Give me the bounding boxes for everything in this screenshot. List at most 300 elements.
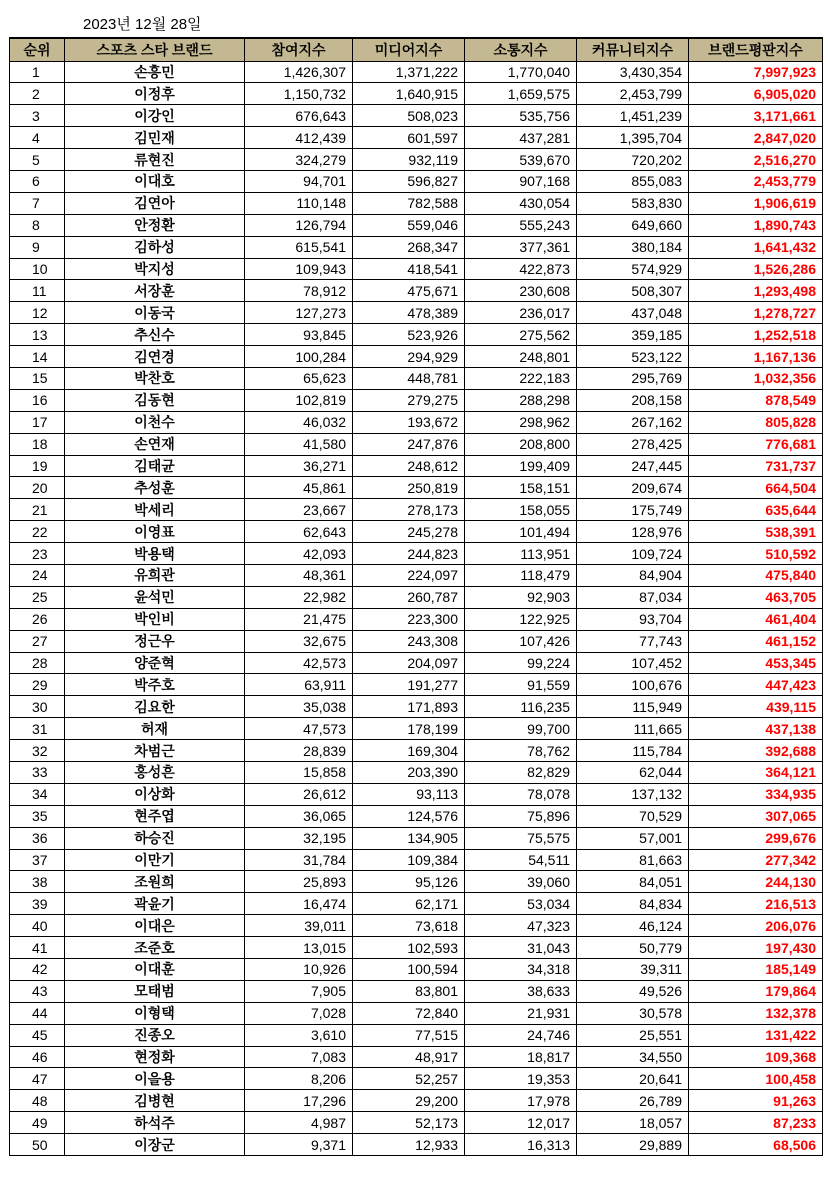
participation-cell: 28,839 [245, 740, 353, 762]
table-row [10, 652, 823, 674]
communication-cell: 19,353 [465, 1068, 577, 1090]
score-cell: 776,681 [689, 433, 823, 455]
media-cell: 250,819 [353, 477, 465, 499]
score-cell: 437,138 [689, 718, 823, 740]
header-participation: 참여지수 [245, 38, 353, 61]
community-cell: 70,529 [577, 805, 689, 827]
score-cell: 463,705 [689, 586, 823, 608]
header-communication: 소통지수 [465, 38, 577, 61]
name-cell: 진종오 [65, 1024, 245, 1046]
media-cell: 48,917 [353, 1046, 465, 1068]
score-cell: 731,737 [689, 455, 823, 477]
table-row [10, 564, 823, 586]
header-row [10, 38, 823, 61]
participation-cell: 1,150,732 [245, 83, 353, 105]
table-row [10, 740, 823, 762]
participation-cell: 7,905 [245, 980, 353, 1002]
score-cell: 277,342 [689, 849, 823, 871]
communication-cell: 907,168 [465, 170, 577, 192]
score-cell: 439,115 [689, 696, 823, 718]
name-cell: 박용택 [65, 543, 245, 565]
table-row [10, 696, 823, 718]
community-cell: 1,451,239 [577, 105, 689, 127]
participation-cell: 22,982 [245, 586, 353, 608]
name-cell: 추신수 [65, 324, 245, 346]
table-row [10, 477, 823, 499]
communication-cell: 34,318 [465, 959, 577, 981]
communication-cell: 1,659,575 [465, 83, 577, 105]
score-cell: 392,688 [689, 740, 823, 762]
score-cell: 2,516,270 [689, 149, 823, 171]
community-cell: 128,976 [577, 521, 689, 543]
participation-cell: 8,206 [245, 1068, 353, 1090]
communication-cell: 16,313 [465, 1134, 577, 1156]
media-cell: 260,787 [353, 586, 465, 608]
name-cell: 이형택 [65, 1002, 245, 1024]
score-cell: 1,641,432 [689, 236, 823, 258]
community-cell: 30,578 [577, 1002, 689, 1024]
media-cell: 100,594 [353, 959, 465, 981]
score-cell: 132,378 [689, 1002, 823, 1024]
media-cell: 1,371,222 [353, 61, 465, 83]
participation-cell: 16,474 [245, 893, 353, 915]
score-cell: 206,076 [689, 915, 823, 937]
community-cell: 583,830 [577, 192, 689, 214]
table-row [10, 367, 823, 389]
communication-cell: 92,903 [465, 586, 577, 608]
media-cell: 932,119 [353, 149, 465, 171]
table-row [10, 718, 823, 740]
name-cell: 손흥민 [65, 61, 245, 83]
media-cell: 508,023 [353, 105, 465, 127]
table-row [10, 236, 823, 258]
table-row [10, 1046, 823, 1068]
participation-cell: 1,426,307 [245, 61, 353, 83]
media-cell: 124,576 [353, 805, 465, 827]
rank-cell: 28 [10, 652, 65, 674]
name-cell: 조원희 [65, 871, 245, 893]
community-cell: 437,048 [577, 302, 689, 324]
communication-cell: 116,235 [465, 696, 577, 718]
rank-cell: 49 [10, 1112, 65, 1134]
media-cell: 73,618 [353, 915, 465, 937]
score-cell: 2,453,779 [689, 170, 823, 192]
score-cell: 1,526,286 [689, 258, 823, 280]
score-cell: 878,549 [689, 389, 823, 411]
communication-cell: 21,931 [465, 1002, 577, 1024]
table-row [10, 915, 823, 937]
communication-cell: 78,762 [465, 740, 577, 762]
participation-cell: 615,541 [245, 236, 353, 258]
communication-cell: 39,060 [465, 871, 577, 893]
rank-cell: 18 [10, 433, 65, 455]
participation-cell: 412,439 [245, 127, 353, 149]
participation-cell: 15,858 [245, 762, 353, 784]
community-cell: 25,551 [577, 1024, 689, 1046]
table-body [10, 61, 823, 1156]
table-row [10, 762, 823, 784]
score-cell: 299,676 [689, 827, 823, 849]
communication-cell: 437,281 [465, 127, 577, 149]
table-row [10, 521, 823, 543]
table-row [10, 1090, 823, 1112]
community-cell: 107,452 [577, 652, 689, 674]
media-cell: 171,893 [353, 696, 465, 718]
score-cell: 216,513 [689, 893, 823, 915]
media-cell: 191,277 [353, 674, 465, 696]
name-cell: 현정화 [65, 1046, 245, 1068]
participation-cell: 48,361 [245, 564, 353, 586]
rank-cell: 20 [10, 477, 65, 499]
rank-cell: 43 [10, 980, 65, 1002]
score-cell: 7,997,923 [689, 61, 823, 83]
rank-cell: 8 [10, 214, 65, 236]
participation-cell: 23,667 [245, 499, 353, 521]
rank-cell: 3 [10, 105, 65, 127]
community-cell: 84,051 [577, 871, 689, 893]
community-cell: 2,453,799 [577, 83, 689, 105]
communication-cell: 17,978 [465, 1090, 577, 1112]
rank-cell: 40 [10, 915, 65, 937]
media-cell: 268,347 [353, 236, 465, 258]
communication-cell: 377,361 [465, 236, 577, 258]
rank-cell: 37 [10, 849, 65, 871]
score-cell: 6,905,020 [689, 83, 823, 105]
rank-cell: 7 [10, 192, 65, 214]
name-cell: 윤석민 [65, 586, 245, 608]
communication-cell: 53,034 [465, 893, 577, 915]
participation-cell: 9,371 [245, 1134, 353, 1156]
communication-cell: 78,078 [465, 783, 577, 805]
rank-cell: 21 [10, 499, 65, 521]
name-cell: 차범근 [65, 740, 245, 762]
media-cell: 1,640,915 [353, 83, 465, 105]
community-cell: 100,676 [577, 674, 689, 696]
rank-cell: 36 [10, 827, 65, 849]
table-row [10, 105, 823, 127]
media-cell: 204,097 [353, 652, 465, 674]
communication-cell: 12,017 [465, 1112, 577, 1134]
media-cell: 418,541 [353, 258, 465, 280]
community-cell: 111,665 [577, 718, 689, 740]
participation-cell: 93,845 [245, 324, 353, 346]
media-cell: 52,257 [353, 1068, 465, 1090]
communication-cell: 54,511 [465, 849, 577, 871]
name-cell: 현주엽 [65, 805, 245, 827]
table-row [10, 61, 823, 83]
communication-cell: 122,925 [465, 608, 577, 630]
rank-cell: 42 [10, 959, 65, 981]
communication-cell: 113,951 [465, 543, 577, 565]
name-cell: 김병현 [65, 1090, 245, 1112]
rank-cell: 41 [10, 937, 65, 959]
participation-cell: 63,911 [245, 674, 353, 696]
score-cell: 334,935 [689, 783, 823, 805]
score-cell: 185,149 [689, 959, 823, 981]
table-row [10, 149, 823, 171]
name-cell: 류현진 [65, 149, 245, 171]
name-cell: 모태범 [65, 980, 245, 1002]
rank-cell: 31 [10, 718, 65, 740]
participation-cell: 13,015 [245, 937, 353, 959]
community-cell: 39,311 [577, 959, 689, 981]
name-cell: 김하성 [65, 236, 245, 258]
rank-cell: 39 [10, 893, 65, 915]
community-cell: 20,641 [577, 1068, 689, 1090]
score-cell: 2,847,020 [689, 127, 823, 149]
rank-cell: 5 [10, 149, 65, 171]
rank-cell: 2 [10, 83, 65, 105]
name-cell: 박주호 [65, 674, 245, 696]
rank-cell: 25 [10, 586, 65, 608]
media-cell: 596,827 [353, 170, 465, 192]
score-cell: 68,506 [689, 1134, 823, 1156]
rank-cell: 14 [10, 346, 65, 368]
communication-cell: 75,896 [465, 805, 577, 827]
table-row [10, 192, 823, 214]
score-cell: 307,065 [689, 805, 823, 827]
communication-cell: 230,608 [465, 280, 577, 302]
score-cell: 109,368 [689, 1046, 823, 1068]
name-cell: 추성훈 [65, 477, 245, 499]
rank-cell: 19 [10, 455, 65, 477]
media-cell: 279,275 [353, 389, 465, 411]
community-cell: 50,779 [577, 937, 689, 959]
table-row [10, 83, 823, 105]
score-cell: 538,391 [689, 521, 823, 543]
name-cell: 김민재 [65, 127, 245, 149]
name-cell: 곽윤기 [65, 893, 245, 915]
community-cell: 84,904 [577, 564, 689, 586]
score-cell: 131,422 [689, 1024, 823, 1046]
community-cell: 278,425 [577, 433, 689, 455]
score-cell: 1,278,727 [689, 302, 823, 324]
communication-cell: 1,770,040 [465, 61, 577, 83]
name-cell: 서장훈 [65, 280, 245, 302]
rank-cell: 35 [10, 805, 65, 827]
participation-cell: 21,475 [245, 608, 353, 630]
participation-cell: 110,148 [245, 192, 353, 214]
community-cell: 649,660 [577, 214, 689, 236]
community-cell: 209,674 [577, 477, 689, 499]
name-cell: 김연아 [65, 192, 245, 214]
header-community: 커뮤니티지수 [577, 38, 689, 61]
media-cell: 245,278 [353, 521, 465, 543]
name-cell: 김연경 [65, 346, 245, 368]
media-cell: 523,926 [353, 324, 465, 346]
media-cell: 244,823 [353, 543, 465, 565]
header-rank: 순위 [10, 38, 65, 61]
media-cell: 243,308 [353, 630, 465, 652]
media-cell: 178,199 [353, 718, 465, 740]
score-cell: 1,890,743 [689, 214, 823, 236]
table-row [10, 586, 823, 608]
communication-cell: 47,323 [465, 915, 577, 937]
participation-cell: 32,675 [245, 630, 353, 652]
communication-cell: 101,494 [465, 521, 577, 543]
rank-cell: 26 [10, 608, 65, 630]
name-cell: 김동현 [65, 389, 245, 411]
communication-cell: 422,873 [465, 258, 577, 280]
name-cell: 이천수 [65, 411, 245, 433]
community-cell: 115,949 [577, 696, 689, 718]
participation-cell: 32,195 [245, 827, 353, 849]
media-cell: 52,173 [353, 1112, 465, 1134]
rank-cell: 11 [10, 280, 65, 302]
community-cell: 3,430,354 [577, 61, 689, 83]
rank-cell: 50 [10, 1134, 65, 1156]
communication-cell: 535,756 [465, 105, 577, 127]
communication-cell: 208,800 [465, 433, 577, 455]
name-cell: 안정환 [65, 214, 245, 236]
participation-cell: 109,943 [245, 258, 353, 280]
participation-cell: 7,028 [245, 1002, 353, 1024]
name-cell: 이만기 [65, 849, 245, 871]
media-cell: 601,597 [353, 127, 465, 149]
participation-cell: 42,573 [245, 652, 353, 674]
name-cell: 이대훈 [65, 959, 245, 981]
community-cell: 295,769 [577, 367, 689, 389]
table-row [10, 871, 823, 893]
communication-cell: 18,817 [465, 1046, 577, 1068]
table-row [10, 1002, 823, 1024]
rank-cell: 13 [10, 324, 65, 346]
table-row [10, 980, 823, 1002]
participation-cell: 46,032 [245, 411, 353, 433]
participation-cell: 47,573 [245, 718, 353, 740]
media-cell: 12,933 [353, 1134, 465, 1156]
header-brand: 스포츠 스타 브랜드 [65, 38, 245, 61]
community-cell: 49,526 [577, 980, 689, 1002]
score-cell: 461,404 [689, 608, 823, 630]
community-cell: 855,083 [577, 170, 689, 192]
score-cell: 197,430 [689, 937, 823, 959]
name-cell: 유희관 [65, 564, 245, 586]
table-row [10, 893, 823, 915]
community-cell: 359,185 [577, 324, 689, 346]
communication-cell: 118,479 [465, 564, 577, 586]
rank-cell: 1 [10, 61, 65, 83]
table-row [10, 411, 823, 433]
rank-cell: 46 [10, 1046, 65, 1068]
table-row [10, 1134, 823, 1156]
community-cell: 84,834 [577, 893, 689, 915]
name-cell: 김태균 [65, 455, 245, 477]
rank-cell: 32 [10, 740, 65, 762]
rank-cell: 4 [10, 127, 65, 149]
community-cell: 57,001 [577, 827, 689, 849]
media-cell: 109,384 [353, 849, 465, 871]
name-cell: 이강인 [65, 105, 245, 127]
communication-cell: 555,243 [465, 214, 577, 236]
media-cell: 782,588 [353, 192, 465, 214]
score-cell: 1,032,356 [689, 367, 823, 389]
community-cell: 77,743 [577, 630, 689, 652]
score-cell: 244,130 [689, 871, 823, 893]
rank-cell: 24 [10, 564, 65, 586]
table-row [10, 959, 823, 981]
score-cell: 364,121 [689, 762, 823, 784]
name-cell: 이동국 [65, 302, 245, 324]
media-cell: 475,671 [353, 280, 465, 302]
participation-cell: 42,093 [245, 543, 353, 565]
media-cell: 93,113 [353, 783, 465, 805]
name-cell: 박세리 [65, 499, 245, 521]
rank-cell: 48 [10, 1090, 65, 1112]
communication-cell: 222,183 [465, 367, 577, 389]
name-cell: 김요한 [65, 696, 245, 718]
media-cell: 248,612 [353, 455, 465, 477]
communication-cell: 275,562 [465, 324, 577, 346]
rank-cell: 6 [10, 170, 65, 192]
score-cell: 453,345 [689, 652, 823, 674]
participation-cell: 36,271 [245, 455, 353, 477]
score-cell: 475,840 [689, 564, 823, 586]
table-row [10, 608, 823, 630]
table-row [10, 280, 823, 302]
table-row [10, 127, 823, 149]
participation-cell: 45,861 [245, 477, 353, 499]
participation-cell: 3,610 [245, 1024, 353, 1046]
participation-cell: 126,794 [245, 214, 353, 236]
community-cell: 29,889 [577, 1134, 689, 1156]
header-brand-reputation: 브랜드평판지수 [689, 38, 823, 61]
communication-cell: 298,962 [465, 411, 577, 433]
participation-cell: 102,819 [245, 389, 353, 411]
communication-cell: 107,426 [465, 630, 577, 652]
score-cell: 87,233 [689, 1112, 823, 1134]
score-cell: 179,864 [689, 980, 823, 1002]
table-row [10, 258, 823, 280]
rank-cell: 23 [10, 543, 65, 565]
score-cell: 447,423 [689, 674, 823, 696]
name-cell: 이영표 [65, 521, 245, 543]
media-cell: 72,840 [353, 1002, 465, 1024]
media-cell: 223,300 [353, 608, 465, 630]
name-cell: 이을용 [65, 1068, 245, 1090]
name-cell: 이대호 [65, 170, 245, 192]
score-cell: 510,592 [689, 543, 823, 565]
communication-cell: 539,670 [465, 149, 577, 171]
media-cell: 169,304 [353, 740, 465, 762]
rank-cell: 17 [10, 411, 65, 433]
rank-cell: 45 [10, 1024, 65, 1046]
community-cell: 380,184 [577, 236, 689, 258]
name-cell: 하석주 [65, 1112, 245, 1134]
table-row [10, 324, 823, 346]
community-cell: 523,122 [577, 346, 689, 368]
community-cell: 18,057 [577, 1112, 689, 1134]
community-cell: 267,162 [577, 411, 689, 433]
community-cell: 574,929 [577, 258, 689, 280]
communication-cell: 38,633 [465, 980, 577, 1002]
participation-cell: 7,083 [245, 1046, 353, 1068]
communication-cell: 236,017 [465, 302, 577, 324]
table-row [10, 937, 823, 959]
media-cell: 102,593 [353, 937, 465, 959]
participation-cell: 94,701 [245, 170, 353, 192]
table-row [10, 170, 823, 192]
name-cell: 박찬호 [65, 367, 245, 389]
participation-cell: 4,987 [245, 1112, 353, 1134]
rank-cell: 9 [10, 236, 65, 258]
name-cell: 이정후 [65, 83, 245, 105]
report-date: 2023년 12월 28일 [83, 16, 202, 33]
table-row [10, 389, 823, 411]
media-cell: 134,905 [353, 827, 465, 849]
media-cell: 294,929 [353, 346, 465, 368]
participation-cell: 676,643 [245, 105, 353, 127]
